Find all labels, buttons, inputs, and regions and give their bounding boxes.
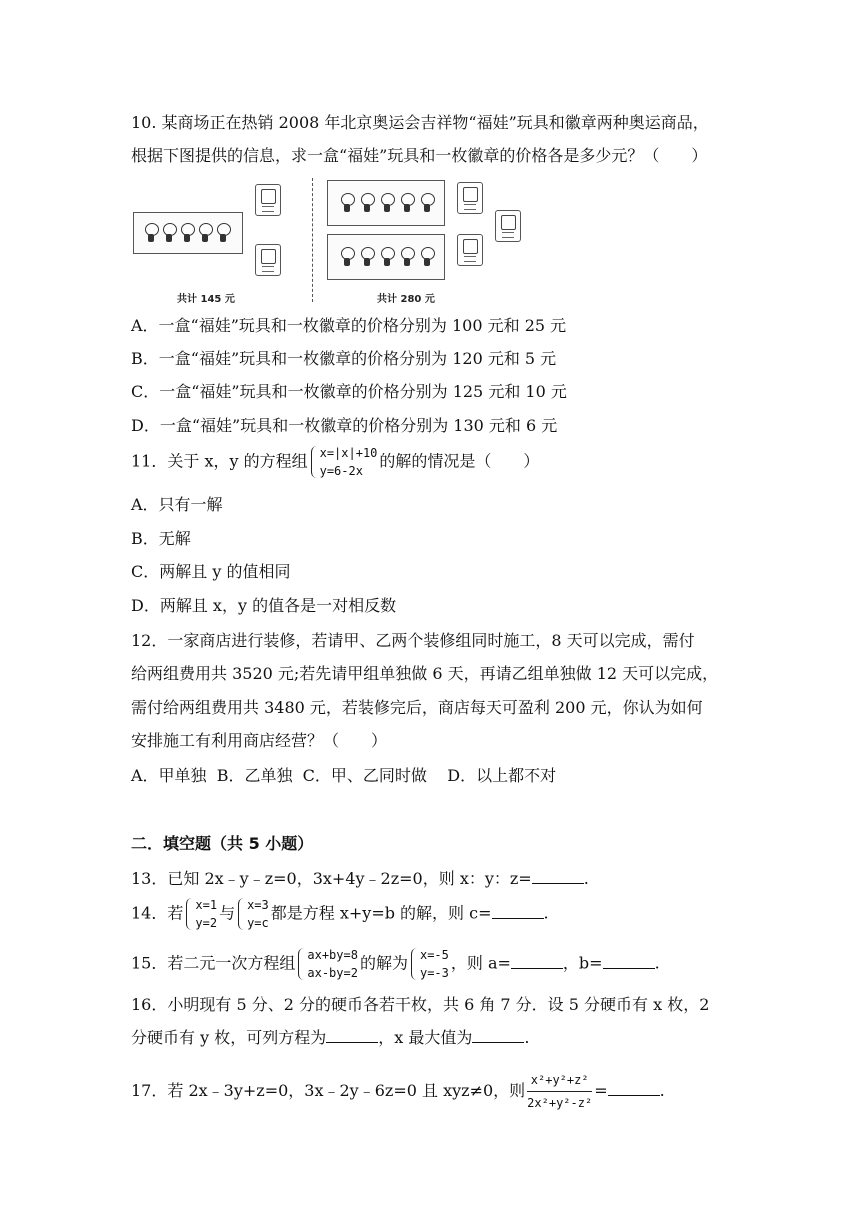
mascot-icon — [420, 193, 434, 213]
q16-line1: 16．小明现有 5 分、2 分的硬币各若干枚，共 6 角 7 分．设 5 分硬币有 x 枚，2 — [131, 995, 710, 1014]
equation: x=|x|+10 — [319, 446, 378, 460]
q11-option-b: B．无解 — [131, 529, 191, 548]
answer-blank[interactable] — [326, 1028, 378, 1043]
fraction-denominator: 2x²+y²-z² — [527, 1096, 593, 1110]
q11-suffix: 的解的情况是（ ） — [379, 451, 540, 471]
equation: ax-by=2 — [307, 966, 358, 980]
q11-option-a: A．只有一解 — [131, 495, 223, 514]
answer-blank[interactable] — [532, 869, 584, 884]
equation-system — [185, 896, 217, 932]
mascot-icon — [144, 223, 158, 243]
answer-blank[interactable] — [492, 904, 544, 919]
q15-mid: 的解为 — [359, 953, 408, 973]
mascot-icon — [340, 193, 354, 213]
badge-icon — [255, 184, 281, 216]
q10-figure — [131, 176, 531, 306]
q15-stem — [131, 946, 660, 982]
fraction-numerator: x²+y²+z² — [527, 1070, 592, 1092]
q17-equals: = — [594, 1081, 608, 1100]
q15-end: . — [654, 953, 660, 973]
equation: x=-5 — [419, 948, 449, 962]
mascot-icon — [380, 193, 394, 213]
mascot-icon — [360, 247, 374, 267]
q14-mid: 与 — [219, 903, 236, 923]
q12-line2: 给两组费用共 3520 元;若先请甲组单独做 6 天，再请乙组单独做 12 天可以完成， — [131, 664, 719, 683]
equation-system — [237, 896, 269, 932]
q16-text-a: 分硬币有 y 枚，可列方程为 — [131, 1028, 327, 1047]
q10-option-b: B．一盒“福娃”玩具和一枚徽章的价格分别为 120 元和 5 元 — [131, 349, 557, 368]
mascot-icon — [400, 247, 414, 267]
right-total-label: 共计 280 元 — [377, 294, 435, 305]
q11-stem — [131, 444, 539, 480]
q13-end: . — [583, 869, 589, 888]
equation-system — [297, 946, 358, 982]
equation-system — [310, 444, 378, 480]
q12-line1: 12．一家商店进行装修，若请甲、乙两个装修组同时施工，8 天可以完成，需付 — [131, 631, 695, 650]
equation: x=3 — [247, 898, 269, 912]
badge-icon — [457, 182, 483, 214]
q11-prefix: 11．关于 x，y 的方程组 — [131, 451, 308, 471]
badge-icon — [457, 234, 483, 266]
mascot-icon — [360, 193, 374, 213]
toy-box — [133, 212, 243, 254]
toy-box — [327, 180, 445, 226]
q17-stem — [131, 1070, 665, 1113]
toy-box — [327, 234, 445, 280]
q13-text: 13．已知 2x﹣y﹣z=0，3x+4y﹣2z=0，则 x：y：z= — [131, 869, 532, 888]
q11-option-c: C．两解且 y 的值相同 — [131, 562, 291, 581]
mascot-icon — [216, 223, 230, 243]
mascot-icon — [198, 223, 212, 243]
q15-b-label: ，b= — [562, 953, 603, 973]
q16-line2 — [131, 1028, 529, 1048]
q12-line4: 安排施工有利用商店经营？（ ） — [131, 731, 388, 750]
q10-option-a: A．一盒“福娃”玩具和一枚徽章的价格分别为 100 元和 25 元 — [131, 316, 567, 335]
answer-blank[interactable] — [603, 954, 655, 969]
mascot-icon — [162, 223, 176, 243]
badge-icon — [495, 210, 521, 242]
equation: x=1 — [195, 898, 218, 912]
q16-end: . — [524, 1028, 530, 1047]
mascot-icon — [340, 247, 354, 267]
figure-divider — [312, 178, 313, 302]
equation: ax+by=8 — [307, 948, 358, 962]
mascot-icon — [180, 223, 194, 243]
answer-blank[interactable] — [472, 1028, 524, 1043]
mascot-icon — [420, 247, 434, 267]
q12-line3: 需付给两组费用共 3480 元，若装修完后，商店每天可盈利 200 元，你认为如何 — [131, 698, 703, 717]
left-total-label: 共计 145 元 — [177, 294, 235, 305]
answer-blank[interactable] — [608, 1081, 660, 1096]
equation-system — [410, 946, 449, 982]
q16-text-b: ，x 最大值为 — [378, 1028, 473, 1047]
mascot-icon — [400, 193, 414, 213]
q10-option-d: D．一盒“福娃”玩具和一枚徽章的价格分别为 130 元和 6 元 — [131, 416, 558, 435]
q15-prefix: 15．若二元一次方程组 — [131, 953, 296, 973]
badge-icon — [255, 244, 281, 276]
section-title: 二．填空题（共 5 小题） — [131, 834, 314, 853]
q15-a-label: ，则 a= — [450, 953, 511, 973]
q14-end: . — [543, 903, 549, 923]
q14-suffix: 都是方程 x+y=b 的解，则 c= — [270, 903, 492, 923]
equation: y=c — [247, 916, 269, 930]
q14-stem — [131, 896, 549, 932]
q10-line1: 10. 某商场正在热销 2008 年北京奥运会吉祥物“福娃”玩具和徽章两种奥运商品， — [131, 113, 709, 132]
equation: y=2 — [195, 916, 218, 930]
equation: y=-3 — [419, 966, 449, 980]
q14-prefix: 14．若 — [131, 903, 184, 923]
q12-options: A．甲单独 B．乙单独 C．甲、乙同时做 D．以上都不对 — [131, 766, 557, 785]
q13-stem — [131, 869, 589, 889]
answer-blank[interactable] — [511, 954, 563, 969]
q17-prefix: 17．若 2x﹣3y+z=0，3x﹣2y﹣6z=0 且 xyz≠0，则 — [131, 1081, 526, 1100]
q10-line2: 根据下图提供的信息，求一盒“福娃”玩具和一枚徽章的价格各是多少元？（ ） — [131, 146, 708, 165]
equation: y=6-2x — [319, 464, 363, 478]
q10-option-c: C．一盒“福娃”玩具和一枚徽章的价格分别为 125 元和 10 元 — [131, 382, 567, 401]
q17-end: . — [659, 1081, 665, 1100]
q11-option-d: D．两解且 x，y 的值各是一对相反数 — [131, 596, 397, 615]
mascot-icon — [380, 247, 394, 267]
fraction — [527, 1070, 592, 1113]
